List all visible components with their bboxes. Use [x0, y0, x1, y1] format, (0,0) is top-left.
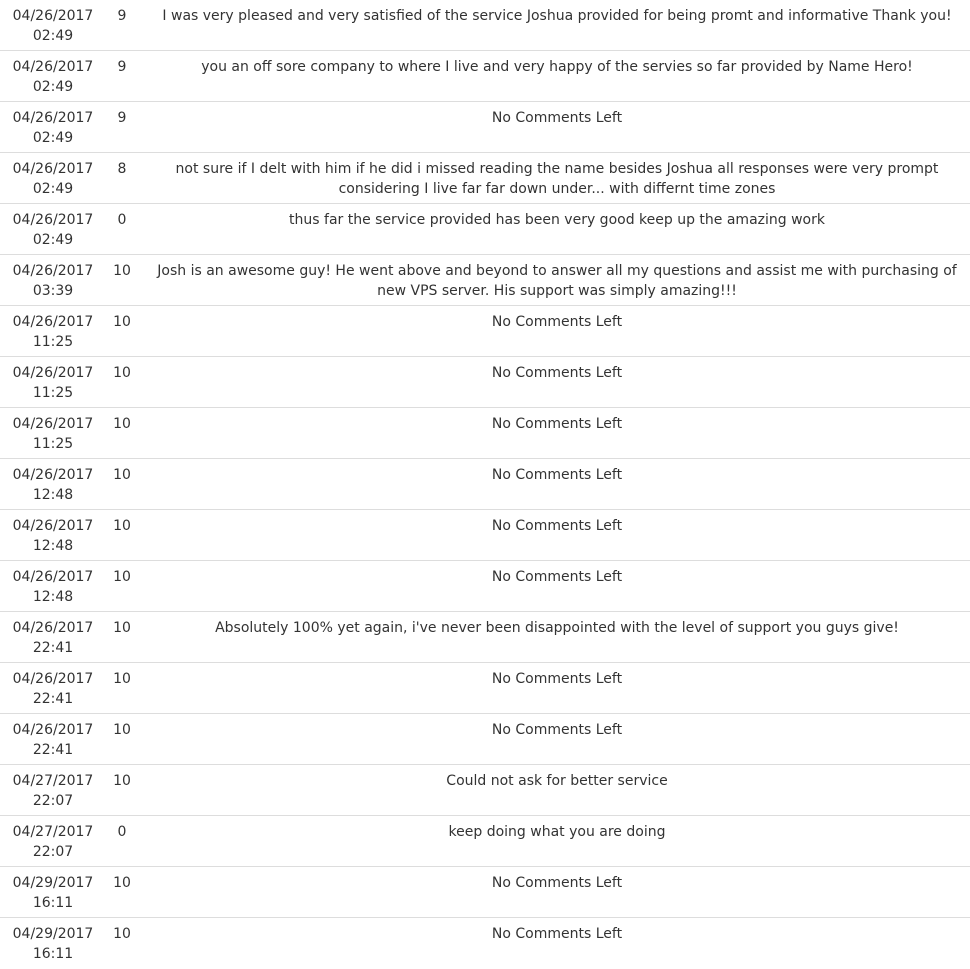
review-score: 10 [113, 518, 131, 534]
review-score: 10 [113, 875, 131, 891]
review-comment: you an off sore company to where I live and very happy of the servies so far provided by Name Hero! [201, 59, 913, 75]
review-comment: No Comments Left [491, 926, 623, 942]
review-date: 04/26/2017 [12, 212, 94, 228]
review-comment: No Comments Left [491, 569, 623, 585]
review-comment: keep doing what you are doing [448, 824, 666, 840]
review-time: 02:49 [32, 130, 74, 146]
review-datetime [0, 510, 100, 560]
table-row [0, 306, 970, 357]
review-date: 04/26/2017 [12, 8, 94, 24]
review-date: 04/29/2017 [12, 926, 94, 942]
review-datetime [0, 306, 100, 356]
review-time: 11:25 [32, 334, 74, 350]
review-date: 04/26/2017 [12, 416, 94, 432]
review-date: 04/26/2017 [12, 365, 94, 381]
review-time: 22:41 [32, 742, 74, 758]
review-date: 04/26/2017 [12, 569, 94, 585]
table-row [0, 561, 970, 612]
review-datetime [0, 561, 100, 611]
review-comment: Could not ask for better service [446, 773, 668, 789]
review-score: 8 [117, 161, 127, 177]
review-time: 22:41 [32, 691, 74, 707]
review-time: 22:07 [32, 793, 74, 809]
review-datetime [0, 102, 100, 152]
review-date: 04/26/2017 [12, 671, 94, 687]
table-row [0, 357, 970, 408]
table-row [0, 918, 970, 969]
review-comment: No Comments Left [491, 416, 623, 432]
review-date: 04/26/2017 [12, 518, 94, 534]
review-date: 04/27/2017 [12, 824, 94, 840]
table-row [0, 663, 970, 714]
review-datetime [0, 459, 100, 509]
review-score: 10 [113, 467, 131, 483]
review-datetime [0, 918, 100, 969]
review-score: 10 [113, 365, 131, 381]
table-row [0, 204, 970, 255]
review-comment: No Comments Left [491, 467, 623, 483]
table-row [0, 867, 970, 918]
review-date: 04/26/2017 [12, 59, 94, 75]
review-comment: No Comments Left [491, 671, 623, 687]
review-score: 10 [113, 416, 131, 432]
review-comment: No Comments Left [491, 875, 623, 891]
review-score: 0 [117, 824, 127, 840]
review-score: 9 [117, 59, 127, 75]
table-row [0, 510, 970, 561]
review-comment: No Comments Left [491, 518, 623, 534]
review-score: 0 [117, 212, 127, 228]
review-time: 03:39 [32, 283, 74, 299]
review-datetime [0, 663, 100, 713]
review-time: 02:49 [32, 79, 74, 95]
review-datetime [0, 867, 100, 917]
review-score: 10 [113, 773, 131, 789]
review-comment: No Comments Left [491, 314, 623, 330]
review-time: 02:49 [32, 28, 74, 44]
review-date: 04/26/2017 [12, 620, 94, 636]
review-comment: No Comments Left [491, 722, 623, 738]
review-time: 22:41 [32, 640, 74, 656]
review-comment: not sure if I delt with him if he did i missed reading the name besides Joshua all responses were very prompt considering I live far far down under... with differnt time zones [175, 161, 939, 197]
review-score: 10 [113, 926, 131, 942]
review-time: 12:48 [32, 589, 74, 605]
review-time: 16:11 [32, 946, 74, 962]
review-score: 10 [113, 263, 131, 279]
review-datetime [0, 714, 100, 764]
review-time: 02:49 [32, 181, 74, 197]
review-time: 12:48 [32, 487, 74, 503]
table-row [0, 0, 970, 51]
review-date: 04/26/2017 [12, 722, 94, 738]
review-datetime [0, 0, 100, 50]
review-datetime [0, 357, 100, 407]
review-time: 11:25 [32, 436, 74, 452]
review-date: 04/26/2017 [12, 263, 94, 279]
review-datetime [0, 612, 100, 662]
review-time: 22:07 [32, 844, 74, 860]
table-row [0, 153, 970, 204]
review-datetime [0, 255, 100, 305]
review-date: 04/26/2017 [12, 467, 94, 483]
review-time: 02:49 [32, 232, 74, 248]
review-comment: thus far the service provided has been very good keep up the amazing work [289, 212, 825, 228]
table-row [0, 102, 970, 153]
review-date: 04/27/2017 [12, 773, 94, 789]
review-date: 04/29/2017 [12, 875, 94, 891]
review-time: 16:11 [32, 895, 74, 911]
table-row [0, 816, 970, 867]
review-score: 10 [113, 569, 131, 585]
review-comment: No Comments Left [491, 110, 623, 126]
review-datetime [0, 153, 100, 203]
review-comment: No Comments Left [491, 365, 623, 381]
review-comment: Absolutely 100% yet again, i've never been disappointed with the level of support you guys give! [215, 620, 899, 636]
review-datetime [0, 51, 100, 101]
review-datetime [0, 765, 100, 815]
review-score: 10 [113, 620, 131, 636]
review-comment: Josh is an awesome guy! He went above and beyond to answer all my questions and assist me with purchasing of new VPS server. His support was simply amazing!!! [157, 263, 957, 299]
review-score: 10 [113, 671, 131, 687]
review-datetime [0, 816, 100, 866]
review-score: 9 [117, 8, 127, 24]
table-row [0, 255, 970, 306]
table-row [0, 714, 970, 765]
table-row [0, 459, 970, 510]
review-comment: I was very pleased and very satisfied of the service Joshua provided for being promt and informative Thank you! [162, 8, 952, 24]
review-datetime [0, 408, 100, 458]
review-score: 10 [113, 314, 131, 330]
table-row [0, 408, 970, 459]
table-row [0, 765, 970, 816]
review-datetime [0, 204, 100, 254]
review-score: 10 [113, 722, 131, 738]
table-row [0, 51, 970, 102]
table-row [0, 612, 970, 663]
review-date: 04/26/2017 [12, 314, 94, 330]
review-score: 9 [117, 110, 127, 126]
review-date: 04/26/2017 [12, 110, 94, 126]
review-time: 12:48 [32, 538, 74, 554]
review-time: 11:25 [32, 385, 74, 401]
review-date: 04/26/2017 [12, 161, 94, 177]
